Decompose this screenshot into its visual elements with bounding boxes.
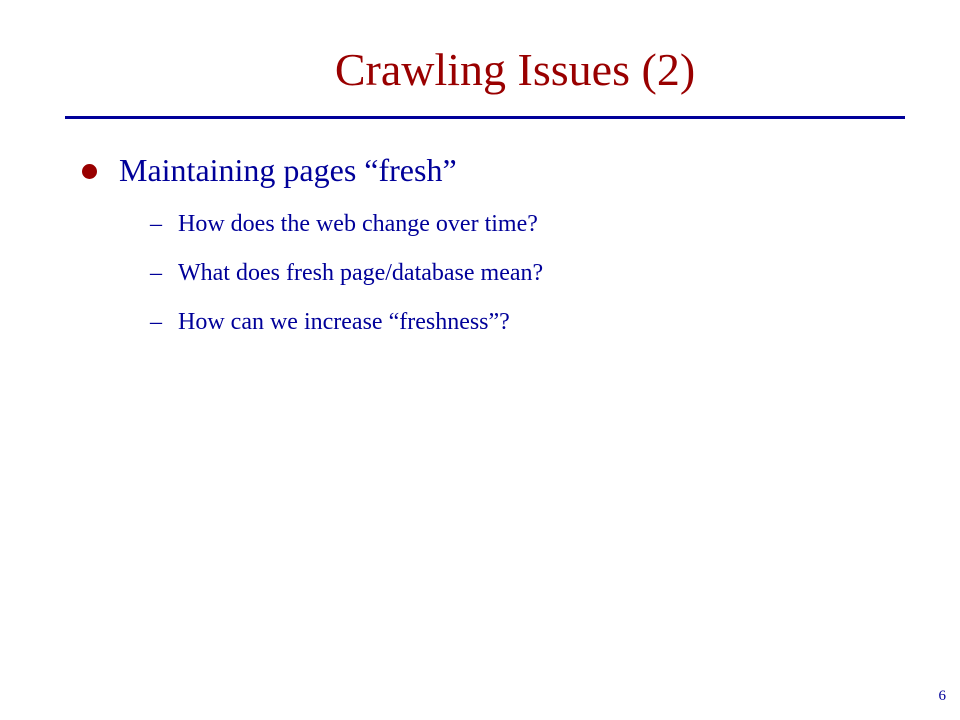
title-underline: [65, 116, 905, 119]
sub-bullet-item: [150, 298, 543, 347]
bullet-dot-icon: [82, 164, 97, 179]
bullet-text: Maintaining pages “fresh”: [119, 151, 457, 188]
sub-bullet-text: What does fresh page/database mean?: [178, 260, 544, 286]
sub-bullet-list: [150, 200, 543, 347]
dash-icon: –: [150, 309, 162, 335]
sub-bullet-text: How does the web change over time?: [178, 211, 538, 237]
sub-bullet-item: [150, 200, 543, 249]
sub-bullet-item: [150, 249, 543, 298]
bullet-item: [82, 148, 457, 192]
dash-icon: –: [150, 260, 162, 286]
page-number: 6: [938, 688, 946, 704]
sub-bullet-text: How can we increase “freshness”?: [178, 309, 510, 335]
dash-icon: –: [150, 211, 162, 237]
slide-title: Crawling Issues (2): [334, 44, 696, 95]
